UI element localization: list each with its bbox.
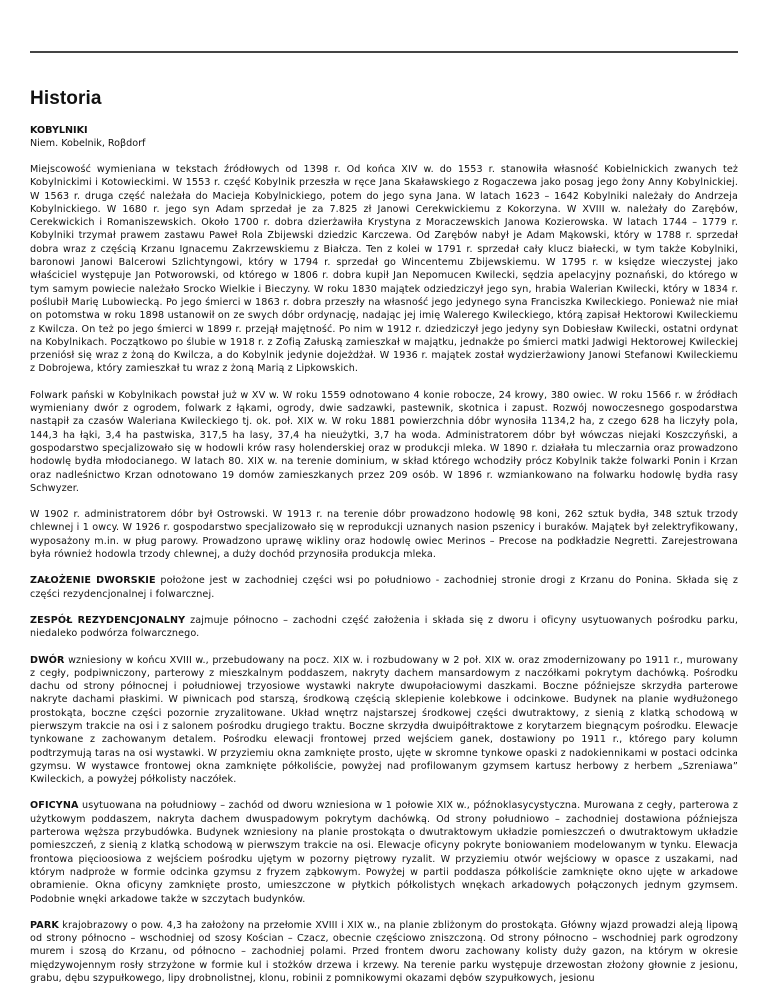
paragraph-lead: PARK bbox=[30, 919, 59, 931]
paragraph-lead: ZAŁOŻENIE DWORSKIE bbox=[30, 575, 156, 587]
paragraph-text: Miejscowość wymieniana w tekstach źródłowych od 1398 r. Od końca XIV w. do 1553 r. stanowiła własność Kobielnickich zwanych też Kobylnickimi i Kotowieckimi. W 1553 r. część Kobylnik przeszła w ręce Jana Skaławskiego z Rogaczewa jako posag jego żony Anny Kobylnickiej. W 1563 r. druga część należała do Macieja Kobylnickiego, potem do jego syna Jana. W latach 1623 – 1642 Kobylniki należały do Andrzeja Kobylnickiego. W 1680 r. jego syn Adam sprzedał je za 7.825 zł Janowi Cerekwickiemu z Kokorzyna. W XVIII w. należały do Zarębów, Cerekwickich i Romaniszewskich. Około 1700 r. dobra dzierżawiła Krystyna z Moraczewskich Janowa Kozierowska. W latach 1744 – 1779 r. Kobylniki trzymał prawem zastawu Paweł Rola Zbijewski dziedzic Karczewa. Od Zarębów nabył je Adam Mąkowski, który w 1788 r. sprzedał dobra wraz z częścią Krzanu Ignacemu Zakrzewskiemu z Białcza. Ten z kolei w 1791 r. sprzedał cały klucz białecki, w tym także Kobylniki, baronowi Janowi Balcerowi Szlichtyngowi, który w 1794 r. sprzedał go Wincentemu Zbijewskiemu. W 1795 r. w księdze wieczystej jako właściciel występuje Jan Potworowski, od którego w 1806 r. dobra kupił Jan Nepomucen Kwilecki, sędzia apelacyjny poznański, do którego w tym samym powiecie należało Srocko Wielkie i Bieczyny. W roku 1830 majątek odziedziczył jego syn, hrabia Walerian Kwilecki, który w 1834 r. poślubił Marię Lubowiecką. Po jego śmierci w 1863 r. dobra przeszły na własność jego jedynego syna Franciszka Kwileckiego. Ponieważ nie miał on potomstwa w roku 1898 ustanowił on ze swych dóbr ordynację, nadając jej imię Walerego Kwileckiego, którą zapisał Hektorowi Kwileckiemu z Kwilcza. On też po jego śmierci w 1899 r. przejął majętność. Po nim w 1912 r. dziedziczył jego jedyny syn Dobiesław Kwilecki, ostatni ordynat na Kobylnikach. Początkowo po ślubie w 1918 r. z Zofią Załuską zamieszkał w majątku, jednakże po śmierci matki Jadwigi Hektorowej Kwileckiej przeniósł się wraz z żoną do Kwilcza, a do Kobylnik jedynie dojeżdżał. W 1936 r. majątek został wydzierżawiony Janowi Stefanowi Kwileckiemu z Dobrojewa, który zamieszkał tu wraz z żoną Marią z Lipkowskich. bbox=[30, 164, 738, 375]
paragraph-zespol bbox=[30, 614, 738, 641]
paragraph-text: Folwark pański w Kobylnikach powstał już w XV w. W roku 1559 odnotowano 4 konie robocze, 24 krowy, 380 owiec. W roku 1566 r. w źródłach wymieniany dwór z ogrodem, folwark z łąkami, ogrody, dwie sadzawki, pastewnik, skotnica i zapust. Rozwój nowoczesnego gospodarstwa nastąpił za czasów Waleriana Kwileckiego tj. ok. poł. XIX w. W roku 1881 powierzchnia dóbr wynosiła 1134,2 ha, z czego 628 ha liczyły pola, 144,3 ha łąki, 3,4 ha pastwiska, 317,5 ha lasy, 37,4 ha nieużytki, 3,7 ha woda. Administratorem dóbr był wówczas niejaki Koszczyński, a gospodarstwo specjalizowało się w hodowli krów rasy holenderskiej oraz w produkcji mleka. W 1890 r. działała tu mleczarnia oraz prowadzono hodowlę bydła młodocianego. W latach 80. XIX w. na terenie dominium, w skład którego wchodziły prócz Kobylnik także folwarki Ponin i Krzan oraz nadleśnictwo Krzan odnotowano 19 domów zamieszkanych przez 209 osób. W 1896 r. wzmiankowano na folwarku hodowlę bydła rasy Schwyzer. bbox=[30, 389, 738, 494]
section-subtitle: Niem. Kobelnik, Roβdorf bbox=[30, 138, 146, 149]
top-horizontal-rule bbox=[30, 51, 738, 53]
paragraph-zalozenie bbox=[30, 574, 738, 601]
paragraph-lead: DWÓR bbox=[30, 654, 65, 666]
article bbox=[30, 88, 738, 998]
page-title: Historia bbox=[30, 88, 102, 109]
paragraph-park bbox=[30, 919, 738, 985]
paragraph-text: krajobrazowy o pow. 4,3 ha założony na przełomie XVIII i XIX w., na planie zbliżonym do prostokąta. Główny wjazd prowadzi aleją lipową od strony północno – wschodniej od szosy Kościan – Czacz, obecnie częściowo zniszczoną. Od strony północno – wschodniej park ogrodzony murem i szosą do Krzanu, od północno – zachodniej polami. Przed frontem dworu zachowany kolisty duży gazon, na którym w okresie międzywojennym rosły strzyżone w formie kul i stożków drzewa i krzewy. Na terenie parku występuje drzewostan złożony głownie z jesionu, grabu, dębu szypułkowego, lipy drobnolistnej, klonu, robinii z pomnikowymi okazami dębów szypułkowych, jesionu bbox=[30, 919, 738, 985]
paragraph-1902 bbox=[30, 508, 738, 561]
paragraph-history bbox=[30, 163, 738, 376]
paragraph-farm bbox=[30, 389, 738, 495]
paragraph-lead: ZESPÓŁ REZYDENCJONALNY bbox=[30, 614, 186, 626]
paragraph-lead: OFICYNA bbox=[30, 800, 79, 812]
paragraph-text: wzniesiony w końcu XVIII w., przebudowany na pocz. XIX w. i rozbudowany w 2 poł. XIX w. oraz zmodernizowany po 1911 r., murowany z cegły, podpiwniczony, parterowy z mieszkalnym poddaszem, nakryty dachem mansardowym z naczółkami pokrytym dachówką. Pośrodku dachu od strony północnej i południowej trzyosiowe wystawki nakryte dwupołaciowymi daszkami. Boczne późniejsze skrzydła parterowe nakryte dachami płaskimi. W piwnicach pod starszą, środkową częścią sklepienie kolebkowe i odcinkowe. Budynek na planie wydłużonego prostokąta, boczne części pozornie zryzalitowane. Układ wnętrz najstarszej środkowej części dwutraktowy, z sienią z klatką schodową w pierwszym trakcie na osi i z salonem pośrodku drugiego traktu. Boczne skrzydła dwuipółtraktowe z korytarzem biegnącym pośrodku. Elewacje tynkowane z zachowanym detalem. Pośrodku elewacji frontowej przed wejściem ganek, dostawiony po 1911 r., którego pary kolumn podtrzymują taras na osi wystawki. W przyziemiu okna zamknięte prosto, ujęte w skromne tynkowe opaski z nadokiennikami w postaci odcinka gzymsu. W wystawce frontowej okna zamknięte półkoliście, powyżej nad profilowanym gzymsem kartusz herbowy z herbem „Szreniawa” Kwileckich, a powyżej półkolisty naczółek. bbox=[30, 654, 738, 786]
paragraph-oficyna bbox=[30, 799, 738, 905]
paragraph-text: usytuowana na południowy – zachód od dworu wzniesiona w 1 połowie XIX w., późnoklasycystyczna. Murowana z cegły, parterowa z użytkowym poddaszem, nakryta dachem dwuspadowym pokrytym dachówką. Od strony południowo – zachodniej dostawiona późniejsza parterowa węższa przybudówka. Budynek wzniesiony na planie prostokąta o dwutraktowym układzie pomieszczeń o dwutraktowym układzie pomieszczeń, z sienią z klatką schodową w pierwszym trakcie na osi. Elewacje oficyny pokryte boniowaniem modelowanym w tynku. Elewacja frontowa pięcioosiowa z wejściem pośrodku ujętym w pozorny piętrowy ryzalit. W przyziemiu otwór wejściowy w opasce z uszakami, nad którym nadproże w formie odcinka gzymsu z fryzem ząbkowym. Powyżej w partii poddasza półkoliście zamknięte okno ujęte w arkadowe obramienie. Okna oficyny zamknięte prosto, umieszczone w płytkich półkolistych wnękach arkadowych połączonych jednym gzymsem. Podobnie wnęki arkadowe także w szczytach budynków. bbox=[30, 800, 738, 905]
section-heading: KOBYLNIKI bbox=[30, 125, 88, 136]
paragraph-text: zajmuje północno – zachodni część założenia i składa się z dworu i oficyny usytuowanych pośrodku parku, niedaleko podwórza folwarcznego. bbox=[30, 614, 739, 640]
paragraph-text: W 1902 r. administratorem dóbr był Ostrowski. W 1913 r. na terenie dóbr prowadzono hodowlę 98 koni, 262 sztuk bydła, 348 sztuk trzody chlewnej i 1 owcy. W 1926 r. gospodarstwo specjalizowało się w reprodukcji uznanych nasion pszenicy i buraków. Majątek był zelektryfikowany, wyposażony m.in. w pług parowy. Prowadzono uprawę wikliny oraz hodowlę owiec Merinos – Precose na podkładzie Negretti. Zarejestrowana była również hodowla trzody chlewnej, a duży dochód przynosiła produkcja mleka. bbox=[30, 509, 738, 561]
paragraph-text: położone jest w zachodniej części wsi po południowo - zachodniej stronie drogi z Krzanu do Ponina. Składa się z części rezydencjonalnej i folwarcznej. bbox=[30, 575, 738, 600]
paragraph-dwor bbox=[30, 654, 738, 787]
